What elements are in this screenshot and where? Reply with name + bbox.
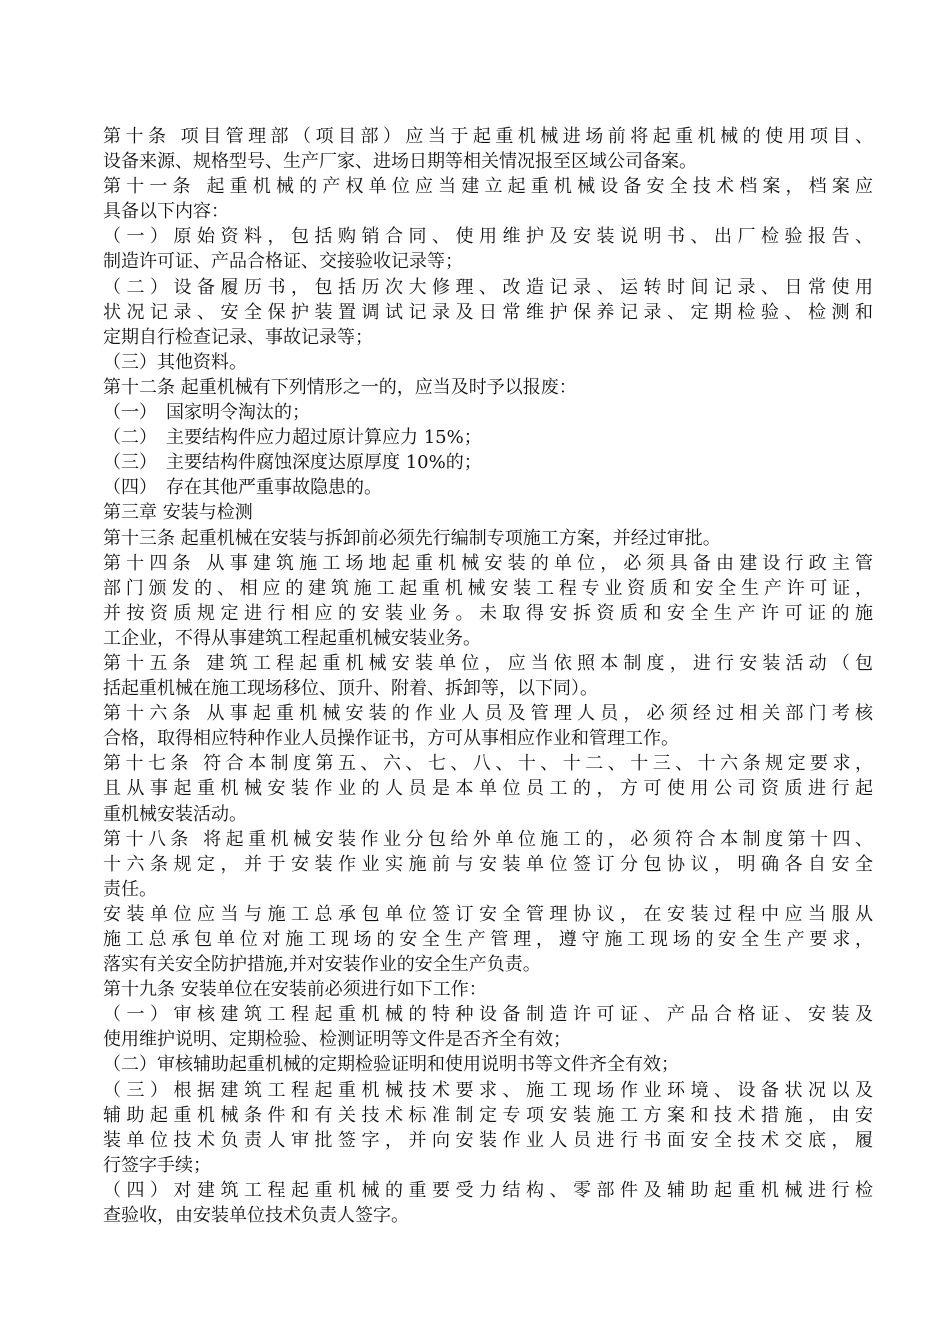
- text-line: 括起重机械在施工现场移位、顶升、附着、拆卸等，以下同）。: [103, 678, 598, 700]
- text-line: 施工总承包单位对施工现场的安全生产管理，遵守施工现场的安全生产要求，: [103, 929, 873, 950]
- text-line: 落实有关安全防护措施,并对安装作业的安全生产负责。: [103, 954, 541, 976]
- text-line: （二）审核辅助起重机械的定期检验证明和使用说明书等文件齐全有效；: [103, 1054, 679, 1076]
- text-line: 定期自行检查记录、事故记录等；: [103, 326, 373, 348]
- text-line: 责任。: [103, 878, 157, 900]
- text-line: 第十一条 起重机械的产权单位应当建立起重机械设备安全技术档案，档案应: [103, 176, 873, 198]
- text-line: 状况记录、安全保护装置调试记录及日常维护保养记录、定期检验、检测和: [103, 301, 873, 323]
- text-line: 使用维护说明、定期检验、检测证明等文件是否齐全有效；: [103, 1029, 571, 1051]
- document-body: [103, 124, 873, 1228]
- text-line: （一） 国家明令淘汰的；: [103, 402, 310, 424]
- text-line: 第十二条 起重机械有下列情形之一的，应当及时予以报废：: [103, 376, 577, 398]
- text-line: 工企业，不得从事建筑工程起重机械安装业务。: [103, 627, 481, 649]
- text-line: （三）根据建筑工程起重机械技术要求、施工现场作业环境、设备状况以及: [103, 1079, 873, 1101]
- text-line: 第十条 项目管理部（项目部）应当于起重机械进场前将起重机械的使用项目、: [103, 126, 873, 147]
- text-line: 安装单位应当与施工总承包单位签订安全管理协议，在安装过程中应当服从: [103, 903, 873, 925]
- text-line: 第十七条 符合本制度第五、六、七、八、十、十二、十三、十六条规定要求，: [103, 753, 873, 775]
- text-line: 重机械安装活动。: [103, 803, 247, 825]
- text-line: （三） 主要结构件腐蚀深度达原厚度 10%的；: [103, 452, 482, 474]
- text-line: （四）对建筑工程起重机械的重要受力结构、零部件及辅助起重机械进行检: [103, 1179, 873, 1201]
- text-line: 并按资质规定进行相应的安装业务。未取得安拆资质和安全生产许可证的施: [103, 602, 873, 624]
- text-line: 且从事起重机械安装作业的人员是本单位员工的，方可使用公司资质进行起: [103, 778, 873, 800]
- text-line: 制造许可证、产品合格证、交接验收记录等；: [103, 251, 463, 273]
- text-line: 第十八条 将起重机械安装作业分包给外单位施工的，必须符合本制度第十四、: [103, 828, 873, 850]
- text-line: （一）原始资料，包括购销合同、使用维护及安装说明书、出厂检验报告、: [103, 226, 873, 248]
- text-line: 第十五条 建筑工程起重机械安装单位，应当依照本制度，进行安装活动（包: [103, 652, 873, 674]
- text-line: （四） 存在其他严重事故隐患的。: [103, 477, 382, 499]
- text-line: （二） 主要结构件应力超过原计算应力 15%；: [103, 427, 482, 449]
- text-line: 部门颁发的、相应的建筑施工起重机械安装工程专业资质和安全生产许可证，: [103, 577, 873, 599]
- text-line: （二）设备履历书，包括历次大修理、改造记录、运转时间记录、日常使用: [103, 276, 873, 298]
- text-line: 辅助起重机械条件和有关技术标准制定专项安装施工方案和技术措施，由安: [103, 1104, 873, 1126]
- text-line: 合格，取得相应特种作业人员操作证书，方可从事相应作业和管理工作。: [103, 728, 679, 750]
- text-line: 第十六条 从事起重机械安装的作业人员及管理人员，必须经过相关部门考核: [103, 703, 873, 725]
- text-line: 第三章 安装与检测: [103, 502, 253, 524]
- text-line: 十六条规定，并于安装作业实施前与安装单位签订分包协议，明确各自安全: [103, 853, 873, 875]
- text-line: 装单位技术负责人审批签字，并向安装作业人员进行书面安全技术交底，履: [103, 1129, 873, 1151]
- text-line: （一）审核建筑工程起重机械的特种设备制造许可证、产品合格证、安装及: [103, 1004, 873, 1026]
- text-line: 具备以下内容：: [103, 201, 229, 223]
- text-line: 行签字手续；: [103, 1154, 211, 1176]
- text-line: （三）其他资料。: [103, 351, 247, 373]
- text-line: 第十三条 起重机械在安装与拆卸前必须先行编制专项施工方案，并经过审批。: [103, 527, 721, 549]
- text-line: 第十四条 从事建筑施工场地起重机械安装的单位，必须具备由建设行政主管: [103, 552, 873, 574]
- text-line: 查验收，由安装单位技术负责人签字。: [103, 1205, 409, 1227]
- text-line: 设备来源、规格型号、生产厂家、进场日期等相关情况报至区域公司备案。: [103, 151, 697, 173]
- text-line: 第十九条 安装单位在安装前必须进行如下工作：: [103, 979, 487, 1001]
